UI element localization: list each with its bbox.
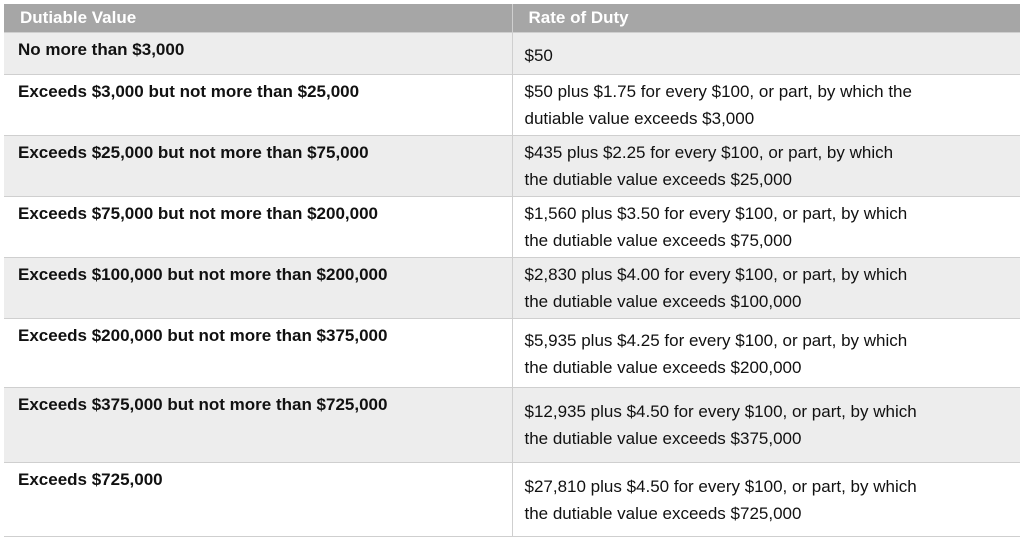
rate-line: $27,810 plus $4.50 for every $100, or part, by which — [524, 477, 917, 496]
table-row — [4, 463, 1020, 537]
table-row — [4, 319, 1020, 388]
rate-line: the dutiable value exceeds $25,000 — [524, 170, 792, 189]
column-header-dutiable-value: Dutiable Value — [4, 4, 512, 33]
rate-line: the dutiable value exceeds $375,000 — [524, 429, 802, 448]
table-row — [4, 197, 1020, 258]
rate-of-duty-cell — [512, 463, 1020, 537]
rate-line: the dutiable value exceeds $200,000 — [524, 358, 802, 377]
rate-line: $1,560 plus $3.50 for every $100, or part, by which — [524, 204, 908, 223]
column-header-rate-of-duty: Rate of Duty — [512, 4, 1020, 33]
rate-line: $5,935 plus $4.25 for every $100, or part, by which — [524, 331, 908, 350]
table-row — [4, 75, 1020, 136]
dutiable-value-cell: Exceeds $100,000 but not more than $200,000 — [4, 258, 512, 319]
rate-line: $2,830 plus $4.00 for every $100, or part, by which — [524, 265, 908, 284]
rate-line: $50 — [524, 45, 553, 65]
dutiable-value-cell: Exceeds $3,000 but not more than $25,000 — [4, 75, 512, 136]
rate-line: $12,935 plus $4.50 for every $100, or part, by which — [524, 402, 917, 421]
rate-of-duty-cell — [512, 388, 1020, 463]
dutiable-value-cell: Exceeds $725,000 — [4, 463, 512, 537]
table-header-row — [4, 4, 1020, 33]
dutiable-value-cell: Exceeds $75,000 but not more than $200,000 — [4, 197, 512, 258]
rate-of-duty-cell — [512, 33, 1020, 75]
dutiable-value-cell: No more than $3,000 — [4, 33, 512, 75]
rate-line: $435 plus $2.25 for every $100, or part, by which — [524, 143, 894, 162]
dutiable-value-cell: Exceeds $25,000 but not more than $75,000 — [4, 136, 512, 197]
rate-of-duty-cell — [512, 258, 1020, 319]
rate-line: the dutiable value exceeds $100,000 — [524, 292, 802, 311]
rate-of-duty-cell — [512, 75, 1020, 136]
table-row — [4, 258, 1020, 319]
rate-of-duty-cell — [512, 197, 1020, 258]
table-row — [4, 33, 1020, 75]
duty-rate-table — [4, 4, 1020, 537]
table-row — [4, 388, 1020, 463]
dutiable-value-cell: Exceeds $200,000 but not more than $375,000 — [4, 319, 512, 388]
rate-of-duty-cell — [512, 136, 1020, 197]
table-row — [4, 136, 1020, 197]
rate-line: $50 plus $1.75 for every $100, or part, by which the — [524, 82, 912, 101]
rate-line: dutiable value exceeds $3,000 — [524, 109, 755, 128]
rate-of-duty-cell — [512, 319, 1020, 388]
rate-line: the dutiable value exceeds $75,000 — [524, 231, 792, 250]
dutiable-value-cell: Exceeds $375,000 but not more than $725,000 — [4, 388, 512, 463]
rate-line: the dutiable value exceeds $725,000 — [524, 504, 802, 523]
